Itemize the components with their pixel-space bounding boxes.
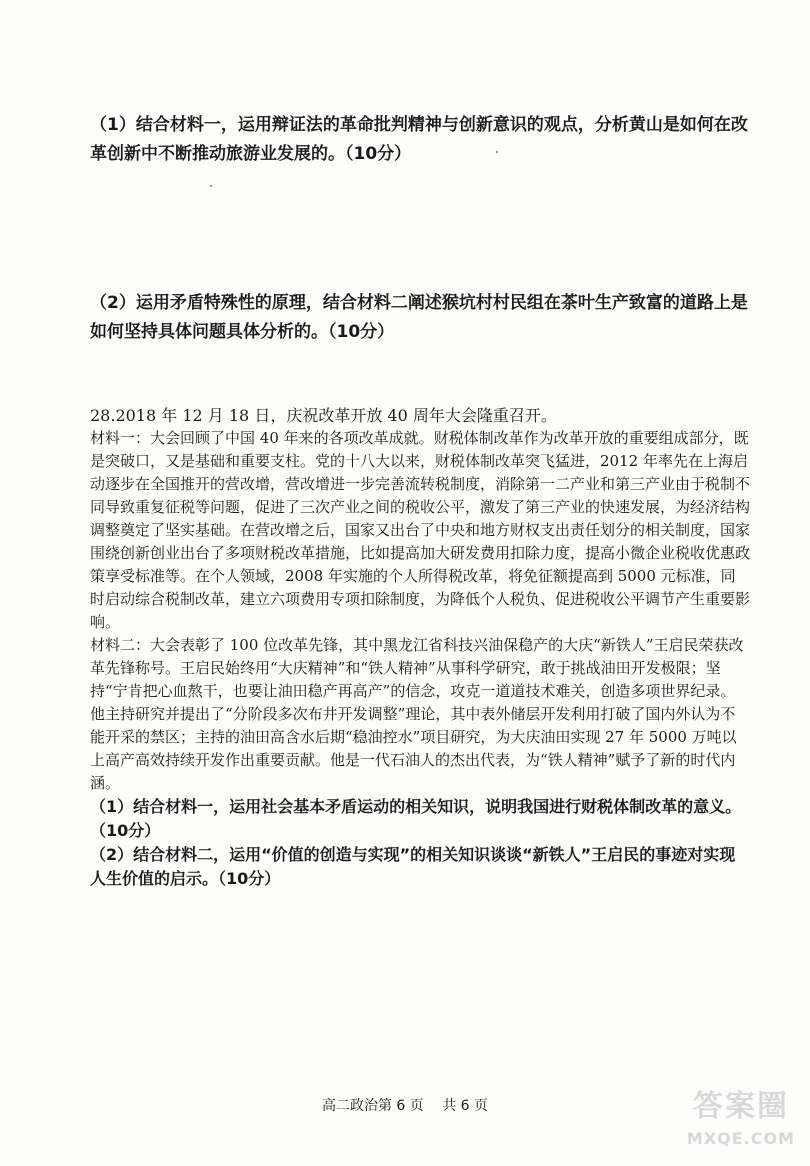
material-1: 材料一：大会回顾了中国 40 年来的各项改革成就。财税体制改革作为改革开放的重要组成部分，既是突破口，又是基础和重要支柱。党的十八大以来，财税体制改革突飞猛进，2012 年率先在上海启动逐步在全国推开的营改增，营改增进一步完善流转税制度，消除第一二产业和第三产业由于税制不同导致重复征税等问题，促进了三次产业之间的税收公平，激发了第三产业的快速发展，为经济结构调整奠定了坚实基础。在营改增之后，国家又出台了中央和地方财权支出责任划分的相关制度，国家围绕创新创业出台了多项财税改革措施，比如提高加大研发费用扣除力度，提高小微企业税收优惠政策享受标准等。在个人领域，2008 年实施的个人所得税改革，将免征额提高到 5000 元标准，同时启动综合税制改革，建立六项费用专项扣除制度，为降低个人税负、促进税收公平调节产生重要影响。: [90, 429, 751, 631]
scan-speck: [210, 185, 212, 187]
question-28-stem: 28.2018 年 12 月 18 日，庆祝改革开放 40 周年大会隆重召开。: [90, 406, 557, 425]
watermark-url: MXQE.COM: [686, 1129, 796, 1148]
page-number: 高二政治第 6 页: [321, 1098, 424, 1114]
question-28: [90, 404, 750, 891]
scan-speck: [496, 151, 498, 153]
watermark-logo: 答案圈: [693, 1089, 789, 1124]
question-28-sub-2: （2）结合材料二，运用“价值的创造与实现”的相关知识谈谈“新铁人”王启民的事迹对实现人生价值的启示。（10分）: [90, 845, 736, 888]
page-total: 共 6 页: [442, 1098, 489, 1114]
site-watermark: [676, 1085, 806, 1163]
question-1: （1）结合材料一，运用辩证法的革命批判精神与创新意识的观点，分析黄山是如何在改革创新中不断推动旅游业发展的。（10分）: [90, 115, 748, 164]
material-2: 材料二：大会表彰了 100 位改革先锋，其中黑龙江省科技兴油保稳产的大庆“新铁人”王启民荣获改革先锋称号。王启民始终用“大庆精神”和“铁人精神”从事科学研究，敢于挑战油田开发极限；坚持“宁肯把心血熬干，也要让油田稳产再高产”的信念，攻克一道道技术难关，创造多项世界纪录。他主持研究并提出了“分阶段多次布井开发调整”理论，其中表外储层开发利用打破了国内外认为不能开采的禁区；主持的油田高含水后期“稳油控水”项目研究，为大庆油田实现 27 年 5000 万吨以上高产高效持续开发作出重要贡献。他是一代石油人的杰出代表，为“铁人精神”赋予了新的时代内涵。: [90, 636, 744, 792]
question-28-sub-1: （1）结合材料一，运用社会基本矛盾运动的相关知识，说明我国进行财税体制改革的意义。（10分）: [90, 797, 742, 840]
question-2: （2）运用矛盾特殊性的原理，结合材料二阐述猴坑村村民组在茶叶生产致富的道路上是如何坚持具体问题具体分析的。（10分）: [90, 293, 748, 342]
